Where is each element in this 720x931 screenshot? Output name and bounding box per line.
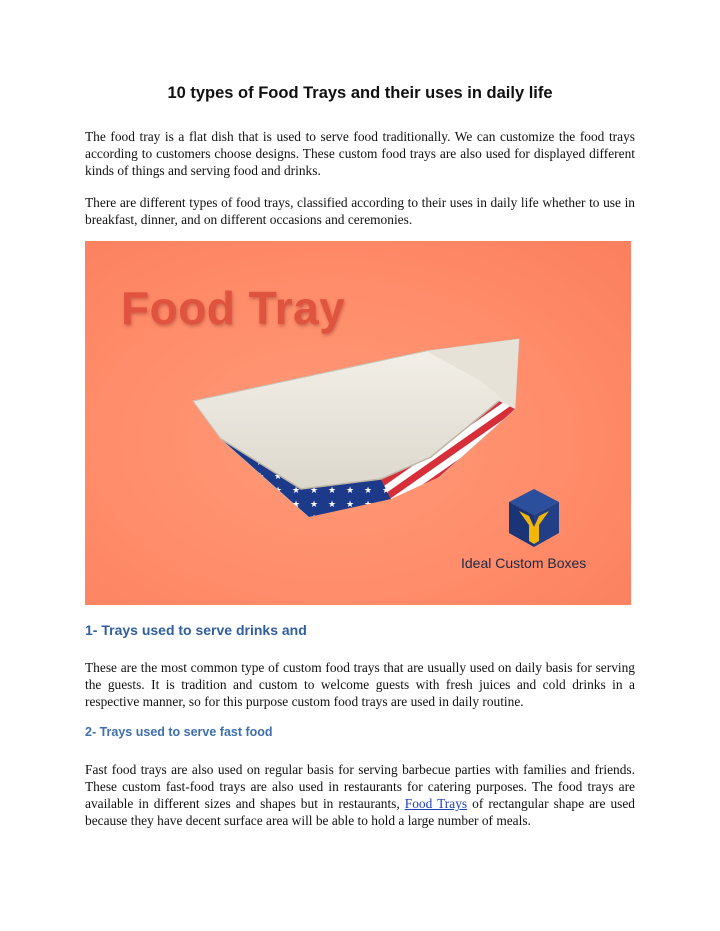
intro-paragraph-1: The food tray is a flat dish that is used to serve food traditionally. We can customize the food trays according to customers choose designs. These custom food trays are also used for displayed different kinds of things and serving food and drinks. [85,129,635,178]
section-2-text-before-link: Fast food trays are also used on regular basis for serving barbecue parties with families and friends. These custom fast-food trays are also used in restaurants for catering purposes. The food trays are available in different sizes and shapes but in restaurants, [85,762,635,811]
section-2-text-after-link: of rectangular shape are used because they have decent surface area will be able to hold a large number of meals. [85,796,636,828]
food-trays-link[interactable]: Food Trays [404,796,468,811]
image-title-text: Food Tray [121,282,346,334]
section-2-heading: 2- Trays used to serve fast food [85,725,273,739]
section-2-paragraph [85,761,635,829]
brand-name: Ideal Custom Boxes [461,555,587,571]
intro-paragraph-2: There are different types of food trays, classified according to their uses in daily life whether to use in breakfast, dinner, and on different occasions and ceremonies. [85,195,635,227]
section-1-heading: 1- Trays used to serve drinks and [85,622,307,638]
cube-logo-icon [507,487,561,549]
food-tray-illustration [181,329,541,529]
section-1-paragraph: These are the most common type of custom food trays that are usually used on daily basis for serving the guests. It is tradition and custom to welcome guests with fresh juices and cold drinks in a respective manner, so for this purpose custom food trays are used in daily routine. [85,660,635,709]
food-tray-image [85,241,631,605]
document-title: 10 types of Food Trays and their uses in daily life [167,84,553,102]
